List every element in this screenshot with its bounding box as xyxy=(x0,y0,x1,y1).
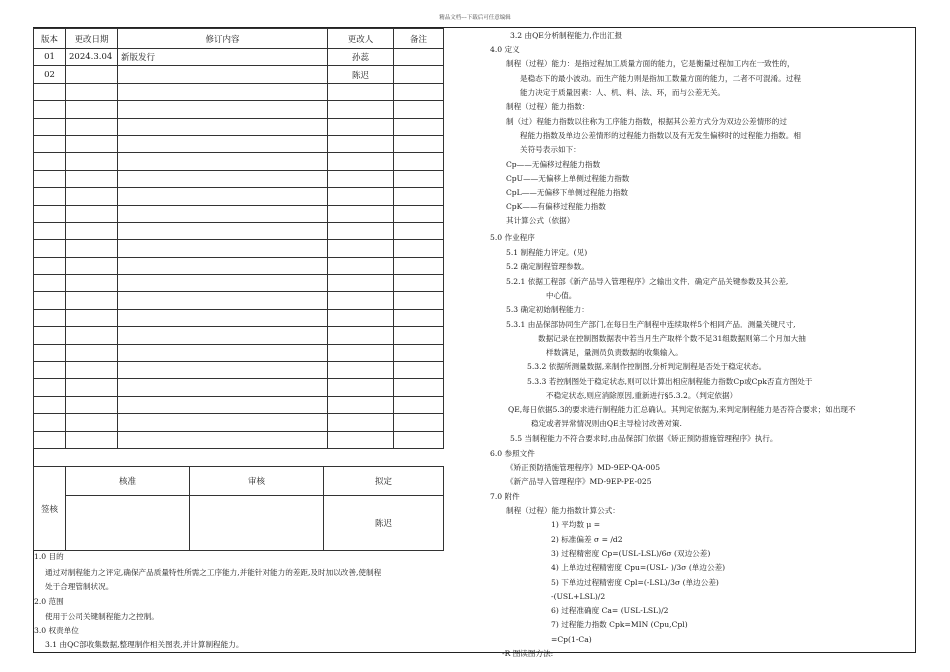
right-text-line: CpK——有偏移过程能力指数 xyxy=(506,202,606,211)
revision-cell xyxy=(328,275,394,292)
revision-cell xyxy=(394,292,444,309)
right-text-line: 稳定或者异常情况则由QE主导检讨改善对策. xyxy=(531,419,682,428)
approver-signature xyxy=(66,496,190,551)
revision-cell xyxy=(66,309,118,326)
revision-row xyxy=(34,49,444,66)
revision-cell xyxy=(34,153,66,170)
revision-cell xyxy=(34,83,66,100)
right-text-line: 数据记录在控制图数据表中若当月生产取样个数不足31组数据则第二个月加大抽 xyxy=(538,334,806,343)
draft-label: 拟定 xyxy=(324,467,444,496)
revision-cell xyxy=(394,257,444,274)
revision-cell xyxy=(66,222,118,239)
revision-cell xyxy=(66,414,118,431)
revision-cell xyxy=(118,66,328,83)
revision-cell xyxy=(118,396,328,413)
revision-cell xyxy=(394,379,444,396)
review-label: 审核 xyxy=(190,467,324,496)
revision-cell xyxy=(118,275,328,292)
revision-cell xyxy=(34,118,66,135)
revision-cell xyxy=(394,118,444,135)
revision-cell xyxy=(328,205,394,222)
revision-cell xyxy=(328,188,394,205)
revision-cell xyxy=(34,431,66,448)
revision-cell xyxy=(394,414,444,431)
right-text-line: 程能力指数及单边公差情形的过程能力指数以及有无发生偏移时的过程能力指数。相 xyxy=(520,131,801,140)
responsibility-3-1: 3.1 由QC部收集数据,整理制作相关图表,并计算制程能力。 xyxy=(45,640,244,649)
revision-cell: 新版发行 xyxy=(118,49,328,66)
right-text-line: 5.3.1 由品保部协同生产部门,在每日生产制程中连续取样5个相同产品．测量关键尺寸, xyxy=(506,320,796,329)
revision-cell xyxy=(66,379,118,396)
revision-cell xyxy=(328,240,394,257)
revision-cell xyxy=(66,66,118,83)
revision-row-empty xyxy=(34,431,444,448)
revision-cell xyxy=(394,49,444,66)
revision-cell xyxy=(394,188,444,205)
revision-cell xyxy=(66,101,118,118)
revision-row-empty xyxy=(34,135,444,152)
revision-cell xyxy=(118,309,328,326)
revision-cell xyxy=(34,170,66,187)
right-text-line: 其计算公式（依据） xyxy=(506,216,575,225)
revision-cell xyxy=(66,275,118,292)
revision-cell xyxy=(34,327,66,344)
revision-cell xyxy=(34,257,66,274)
col-remark: 备注 xyxy=(394,29,444,49)
revision-cell: 孙蕊 xyxy=(328,49,394,66)
revision-cell xyxy=(118,431,328,448)
revision-row-empty xyxy=(34,292,444,309)
right-text-line: Cp——无偏移过程能力指数 xyxy=(506,160,601,169)
right-text-line: 5.3.2 依据所测量数据,来制作控制图,分析判定制程是否处于稳定状态。 xyxy=(527,362,767,371)
revision-cell xyxy=(118,379,328,396)
right-text-line: 7.0 附件 xyxy=(490,492,520,501)
revision-cell xyxy=(328,101,394,118)
revision-cell xyxy=(394,83,444,100)
revision-cell xyxy=(66,170,118,187)
revision-cell: 陈迟 xyxy=(328,66,394,83)
revision-cell xyxy=(394,344,444,361)
revision-cell xyxy=(66,431,118,448)
scope-text: 使用于公司关键制程能力之控制。 xyxy=(45,612,159,621)
right-text-line: 3.2 由QE分析制程能力,作出汇报 xyxy=(510,31,623,40)
revision-cell xyxy=(118,240,328,257)
revision-cell xyxy=(394,66,444,83)
revision-row-empty xyxy=(34,170,444,187)
revision-row-empty xyxy=(34,101,444,118)
revision-cell xyxy=(328,362,394,379)
revision-row-empty xyxy=(34,414,444,431)
revision-cell xyxy=(394,101,444,118)
revision-cell xyxy=(328,118,394,135)
revision-cell xyxy=(328,257,394,274)
revision-cell xyxy=(118,135,328,152)
right-text-line: -R 图读图方法: xyxy=(502,649,554,658)
right-text-line: 5.3.3 若控制图处于稳定状态,则可以计算出相应制程能力指数Cp或Cpk否直方图处于 xyxy=(527,377,813,386)
revision-cell xyxy=(118,101,328,118)
revision-cell xyxy=(118,344,328,361)
right-text-line: 关符号表示如下： xyxy=(520,145,581,154)
revision-cell: 02 xyxy=(34,66,66,83)
revision-cell xyxy=(66,118,118,135)
right-text-line: 不稳定状态,则应消除原因,重新进行§5.3.2。（判定依据） xyxy=(546,391,738,400)
revision-cell xyxy=(118,118,328,135)
revision-table xyxy=(33,28,444,449)
revision-cell xyxy=(394,170,444,187)
right-text-line: 《矫正预防措施管理程序》MD-9EP-QA-005 xyxy=(506,463,661,472)
revision-cell xyxy=(328,396,394,413)
revision-cell xyxy=(66,292,118,309)
revision-cell xyxy=(118,327,328,344)
revision-cell xyxy=(34,205,66,222)
revision-row-empty xyxy=(34,379,444,396)
revision-cell xyxy=(66,188,118,205)
revision-cell xyxy=(34,344,66,361)
revision-row xyxy=(34,66,444,83)
approve-label: 核准 xyxy=(66,467,190,496)
right-text-line: 6) 过程准确度 Ca= (USL-LSL)/2 xyxy=(551,606,669,615)
revision-cell xyxy=(34,188,66,205)
right-text-line: 中心值。 xyxy=(546,291,577,300)
revision-row-empty xyxy=(34,222,444,239)
revision-row-empty xyxy=(34,275,444,292)
revision-cell xyxy=(66,344,118,361)
revision-cell xyxy=(34,396,66,413)
right-text-line: 制程（过程）能力指数计算公式： xyxy=(506,506,620,515)
revision-row-empty xyxy=(34,153,444,170)
revision-cell xyxy=(328,327,394,344)
right-text-line: 样数满足，量测员负责数据的收集输入。 xyxy=(546,348,683,357)
revision-cell xyxy=(66,153,118,170)
revision-cell xyxy=(66,396,118,413)
revision-cell xyxy=(394,275,444,292)
revision-cell xyxy=(328,379,394,396)
revision-row-empty xyxy=(34,362,444,379)
right-text-line: =Cp(1-Ca) xyxy=(551,635,592,644)
revision-cell xyxy=(394,431,444,448)
col-changer: 更改人 xyxy=(328,29,394,49)
col-content: 修订内容 xyxy=(118,29,328,49)
right-text-line: 5.2.1 依据工程部《新产品导入管理程序》之输出文件．确定产品关键参数及其公差, xyxy=(506,277,789,286)
right-text-line: 是稳态下的最小波动。而生产能力则是指加工数量方面的能力，二者不可混淆。过程 xyxy=(520,74,801,83)
revision-cell xyxy=(394,240,444,257)
right-text-line: QE,每日依据5.3的要求进行制程能力汇总确认。其判定依据为,来判定制程能力是否符合要求；如出现不 xyxy=(508,405,856,414)
revision-row-empty xyxy=(34,344,444,361)
revision-cell xyxy=(394,396,444,413)
revision-cell xyxy=(66,240,118,257)
revision-cell xyxy=(328,292,394,309)
right-text-line: 能力决定于质量因素：人、机、料、法、环，而与公差无关。 xyxy=(520,88,726,97)
revision-cell xyxy=(328,153,394,170)
right-text-line: 4) 上单边过程精密度 Cpu=(USL- )/3σ (单边公差) xyxy=(551,563,726,572)
revision-cell xyxy=(34,379,66,396)
right-text-line: 5.0 作业程序 xyxy=(490,233,535,242)
revision-cell xyxy=(66,327,118,344)
purpose-text-2: 处于合理管制状况。 xyxy=(45,582,114,591)
right-text-line: -(USL+LSL)/2 xyxy=(551,592,606,601)
revision-cell xyxy=(34,240,66,257)
revision-cell xyxy=(34,292,66,309)
revision-cell xyxy=(328,344,394,361)
revision-row-empty xyxy=(34,327,444,344)
revision-cell xyxy=(118,205,328,222)
section-purpose: 1.0 目的 xyxy=(34,552,64,561)
section-responsibility: 3.0 权责单位 xyxy=(34,626,79,635)
reviewer-signature xyxy=(190,496,324,551)
revision-cell xyxy=(394,309,444,326)
revision-cell xyxy=(394,327,444,344)
signoff-table xyxy=(33,466,444,551)
revision-cell xyxy=(34,362,66,379)
revision-row-empty xyxy=(34,118,444,135)
revision-cell xyxy=(394,362,444,379)
revision-cell xyxy=(118,292,328,309)
revision-row-empty xyxy=(34,309,444,326)
right-text-line: 6.0 参照文件 xyxy=(490,449,535,458)
revision-cell xyxy=(66,135,118,152)
section-scope: 2.0 范围 xyxy=(34,597,64,606)
revision-cell xyxy=(394,222,444,239)
revision-cell xyxy=(118,414,328,431)
right-text-line: 5.5 当制程能力不符合要求时,由品保部门依据《矫正预防措施管理程序》执行。 xyxy=(510,434,778,443)
revision-row-empty xyxy=(34,205,444,222)
right-text-line: 《新产品导入管理程序》MD-9EP-PE-025 xyxy=(506,477,652,486)
revision-cell xyxy=(34,135,66,152)
revision-header-row xyxy=(34,29,444,49)
revision-cell xyxy=(328,309,394,326)
revision-cell xyxy=(66,83,118,100)
revision-cell xyxy=(34,275,66,292)
col-version: 版本 xyxy=(34,29,66,49)
revision-cell: 01 xyxy=(34,49,66,66)
right-text-line: 5.3 确定初始制程能力： xyxy=(506,305,589,314)
revision-cell xyxy=(66,362,118,379)
right-text-line: 7) 过程能力指数 Cpk=MIN (Cpu,Cpl) xyxy=(551,620,688,629)
revision-row-empty xyxy=(34,240,444,257)
signoff-label: 签核 xyxy=(34,467,66,551)
revision-cell xyxy=(118,170,328,187)
right-text-line: 制程（过程）能力指数： xyxy=(506,102,590,111)
revision-cell xyxy=(118,222,328,239)
right-text-line: 制程（过程）能力：是指过程加工质量方面的能力，它是衡量过程加工内在一致性的， xyxy=(506,59,795,68)
revision-cell xyxy=(118,362,328,379)
revision-cell: 2024.3.04 xyxy=(66,49,118,66)
right-text-line: 1) 平均数 μ = xyxy=(551,520,601,529)
revision-cell xyxy=(118,153,328,170)
revision-cell xyxy=(394,205,444,222)
revision-cell xyxy=(66,257,118,274)
revision-cell xyxy=(328,83,394,100)
revision-cell xyxy=(34,101,66,118)
revision-cell xyxy=(34,414,66,431)
right-text-line: 5) 下单边过程精密度 Cpl=(-LSL)/3σ (单边公差) xyxy=(551,578,719,587)
revision-cell xyxy=(118,83,328,100)
revision-cell xyxy=(118,257,328,274)
revision-cell xyxy=(328,135,394,152)
right-text-line: CpL——无偏移下单侧过程能力指数 xyxy=(506,188,629,197)
revision-cell xyxy=(328,431,394,448)
purpose-text-1: 通过对制程能力之评定,确保产品质量特性所需之工序能力,并能针对能力的差距,及时加以改善,使制程 xyxy=(45,568,382,577)
revision-cell xyxy=(394,153,444,170)
col-date: 更改日期 xyxy=(66,29,118,49)
revision-cell xyxy=(328,170,394,187)
revision-cell xyxy=(34,222,66,239)
revision-cell xyxy=(328,222,394,239)
revision-row-empty xyxy=(34,188,444,205)
right-text-line: 5.1 制程能力评定。(见) xyxy=(506,248,588,257)
right-text-line: 5.2 确定制程管理参数。 xyxy=(506,262,589,271)
revision-cell xyxy=(394,135,444,152)
revision-cell xyxy=(328,414,394,431)
right-text-line: CpU——无偏移上单侧过程能力指数 xyxy=(506,174,630,183)
document-header: 精品文档---下载后可任意编辑 xyxy=(439,15,511,21)
revision-cell xyxy=(66,205,118,222)
revision-row-empty xyxy=(34,257,444,274)
right-text-line: 2) 标准偏差 σ = /d2 xyxy=(551,535,623,544)
right-text-line: 4.0 定义 xyxy=(490,45,520,54)
revision-row-empty xyxy=(34,83,444,100)
right-text-line: 3) 过程精密度 Cp=(USL-LSL)/6σ (双边公差) xyxy=(551,549,711,558)
revision-cell xyxy=(118,188,328,205)
drafter-name: 陈迟 xyxy=(324,496,444,551)
revision-cell xyxy=(34,309,66,326)
right-text-line: 制（过）程能力指数以往称为工序能力指数，根据其公差方式分为双边公差情形的过 xyxy=(506,117,787,126)
revision-row-empty xyxy=(34,396,444,413)
